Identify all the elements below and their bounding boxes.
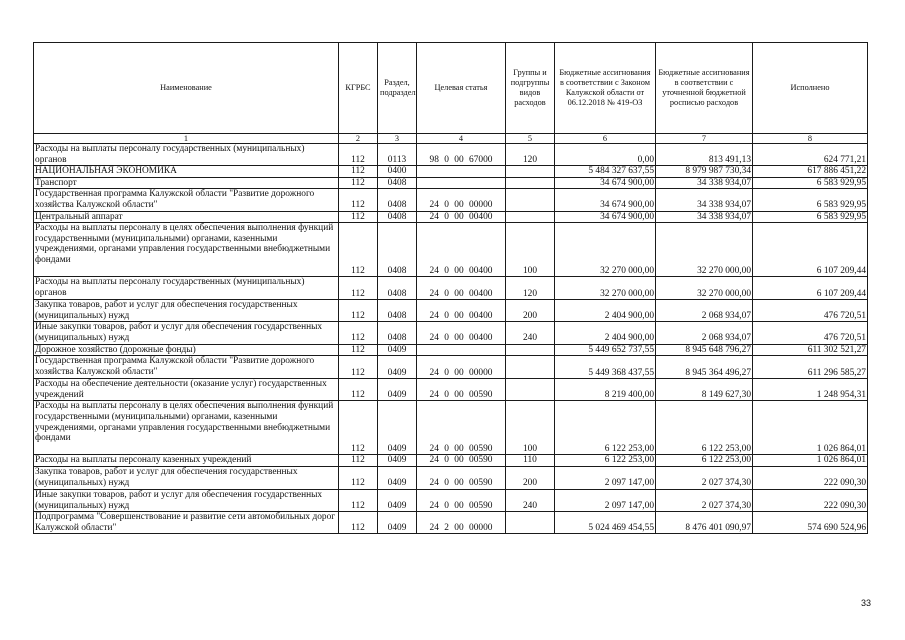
row-budget-law: 2 097 147,00 bbox=[555, 466, 656, 489]
row-section: 0408 bbox=[378, 223, 417, 277]
row-kgrbs: 112 bbox=[339, 401, 378, 455]
row-executed: 6 107 209,44 bbox=[753, 277, 868, 300]
table-row bbox=[34, 300, 868, 322]
table-row bbox=[34, 379, 868, 401]
row-executed: 6 583 929,95 bbox=[753, 211, 868, 223]
row-budget-refined: 2 027 374,30 bbox=[656, 466, 753, 489]
row-kgrbs: 112 bbox=[339, 211, 378, 223]
column-number: 2 bbox=[339, 134, 378, 144]
row-group bbox=[506, 344, 555, 356]
row-budget-refined: 32 270 000,00 bbox=[656, 223, 753, 277]
row-group: 120 bbox=[506, 277, 555, 300]
row-budget-law: 34 674 900,00 bbox=[555, 177, 656, 189]
row-executed: 611 296 585,27 bbox=[753, 356, 868, 379]
row-section: 0408 bbox=[378, 322, 417, 344]
row-budget-refined: 2 068 934,07 bbox=[656, 300, 753, 322]
header-budget-refined: Бюджетные ассигнования в соответствии с уточненной бюджетной росписью расходов bbox=[656, 43, 753, 134]
column-number-row bbox=[34, 134, 868, 144]
table-row bbox=[34, 466, 868, 489]
row-target: 24 0 00 00400 bbox=[417, 211, 506, 223]
row-kgrbs: 112 bbox=[339, 277, 378, 300]
row-target bbox=[417, 344, 506, 356]
row-section: 0408 bbox=[378, 277, 417, 300]
row-kgrbs: 112 bbox=[339, 356, 378, 379]
row-target bbox=[417, 177, 506, 189]
budget-table bbox=[33, 42, 868, 534]
row-budget-law: 6 122 253,00 bbox=[555, 401, 656, 455]
row-target: 24 0 00 00590 bbox=[417, 379, 506, 401]
header-kgrbs: КГРБС bbox=[339, 43, 378, 134]
row-budget-law: 2 404 900,00 bbox=[555, 300, 656, 322]
row-name: Закупка товаров, работ и услуг для обеспечения государственных (муниципальных) нужд bbox=[34, 466, 339, 489]
row-budget-law: 5 449 368 437,55 bbox=[555, 356, 656, 379]
row-budget-refined: 8 945 364 496,27 bbox=[656, 356, 753, 379]
row-group bbox=[506, 379, 555, 401]
row-section: 0113 bbox=[378, 144, 417, 166]
row-executed: 624 771,21 bbox=[753, 144, 868, 166]
row-executed: 1 248 954,31 bbox=[753, 379, 868, 401]
row-group: 200 bbox=[506, 466, 555, 489]
row-budget-refined: 32 270 000,00 bbox=[656, 277, 753, 300]
row-target: 24 0 00 00590 bbox=[417, 401, 506, 455]
row-group bbox=[506, 211, 555, 223]
row-name: Расходы на выплаты персоналу в целях обеспечения выполнения функций государственными (муниципальными) органами, казенными учреждениями, органами управления государственными внебюджетными фондами bbox=[34, 401, 339, 455]
row-budget-refined: 8 476 401 090,97 bbox=[656, 512, 753, 534]
row-group: 100 bbox=[506, 223, 555, 277]
row-section: 0409 bbox=[378, 356, 417, 379]
row-budget-refined: 813 491,13 bbox=[656, 144, 753, 166]
table-row bbox=[34, 166, 868, 178]
row-budget-law: 8 219 400,00 bbox=[555, 379, 656, 401]
row-budget-refined: 6 122 253,00 bbox=[656, 455, 753, 467]
row-kgrbs: 112 bbox=[339, 455, 378, 467]
table-row bbox=[34, 189, 868, 211]
row-executed: 222 090,30 bbox=[753, 489, 868, 511]
row-name: Дорожное хозяйство (дорожные фонды) bbox=[34, 344, 339, 356]
row-group: 100 bbox=[506, 401, 555, 455]
row-section: 0409 bbox=[378, 455, 417, 467]
row-group bbox=[506, 189, 555, 211]
row-section: 0408 bbox=[378, 211, 417, 223]
row-executed: 1 026 864,01 bbox=[753, 455, 868, 467]
table-row bbox=[34, 401, 868, 455]
row-section: 0400 bbox=[378, 166, 417, 178]
row-group: 200 bbox=[506, 300, 555, 322]
column-number: 7 bbox=[656, 134, 753, 144]
row-budget-refined: 2 027 374,30 bbox=[656, 489, 753, 511]
row-budget-law: 2 404 900,00 bbox=[555, 322, 656, 344]
row-kgrbs: 112 bbox=[339, 344, 378, 356]
header-name: Наименование bbox=[34, 43, 339, 134]
row-name: Закупка товаров, работ и услуг для обеспечения государственных (муниципальных) нужд bbox=[34, 300, 339, 322]
row-executed: 476 720,51 bbox=[753, 300, 868, 322]
row-kgrbs: 112 bbox=[339, 177, 378, 189]
row-budget-law: 2 097 147,00 bbox=[555, 489, 656, 511]
row-name: Расходы на выплаты персоналу государственных (муниципальных) органов bbox=[34, 277, 339, 300]
row-section: 0408 bbox=[378, 300, 417, 322]
row-name: Транспорт bbox=[34, 177, 339, 189]
row-target: 24 0 00 00590 bbox=[417, 466, 506, 489]
row-executed: 6 107 209,44 bbox=[753, 223, 868, 277]
row-kgrbs: 112 bbox=[339, 144, 378, 166]
row-section: 0409 bbox=[378, 466, 417, 489]
row-group bbox=[506, 177, 555, 189]
table-row bbox=[34, 489, 868, 511]
row-group: 110 bbox=[506, 455, 555, 467]
row-kgrbs: 112 bbox=[339, 189, 378, 211]
row-budget-law: 6 122 253,00 bbox=[555, 455, 656, 467]
row-target: 24 0 00 00400 bbox=[417, 223, 506, 277]
row-name: Иные закупки товаров, работ и услуг для обеспечения государственных (муниципальных) нужд bbox=[34, 489, 339, 511]
row-target: 24 0 00 00590 bbox=[417, 489, 506, 511]
row-budget-law: 5 024 469 454,55 bbox=[555, 512, 656, 534]
row-group: 240 bbox=[506, 489, 555, 511]
row-kgrbs: 112 bbox=[339, 300, 378, 322]
row-target: 98 0 00 67000 bbox=[417, 144, 506, 166]
row-name: Государственная программа Калужской области "Развитие дорожного хозяйства Калужской области" bbox=[34, 356, 339, 379]
header-groups: Группы и подгруппы видов расходов bbox=[506, 43, 555, 134]
row-name: Расходы на выплаты персоналу казенных учреждений bbox=[34, 455, 339, 467]
row-target: 24 0 00 00400 bbox=[417, 322, 506, 344]
row-section: 0409 bbox=[378, 401, 417, 455]
row-budget-refined: 34 338 934,07 bbox=[656, 189, 753, 211]
page-number: 33 bbox=[860, 598, 871, 608]
row-budget-refined: 8 979 987 730,34 bbox=[656, 166, 753, 178]
row-name: Иные закупки товаров, работ и услуг для обеспечения государственных (муниципальных) нужд bbox=[34, 322, 339, 344]
row-group: 240 bbox=[506, 322, 555, 344]
row-executed: 6 583 929,95 bbox=[753, 177, 868, 189]
row-budget-refined: 2 068 934,07 bbox=[656, 322, 753, 344]
row-budget-law: 32 270 000,00 bbox=[555, 223, 656, 277]
row-group bbox=[506, 356, 555, 379]
row-budget-refined: 8 149 627,30 bbox=[656, 379, 753, 401]
row-target: 24 0 00 00590 bbox=[417, 455, 506, 467]
row-kgrbs: 112 bbox=[339, 466, 378, 489]
row-budget-law: 5 449 652 737,55 bbox=[555, 344, 656, 356]
row-target: 24 0 00 00400 bbox=[417, 300, 506, 322]
row-budget-law: 5 484 327 637,55 bbox=[555, 166, 656, 178]
row-budget-law: 0,00 bbox=[555, 144, 656, 166]
row-executed: 617 886 451,22 bbox=[753, 166, 868, 178]
row-name: Расходы на выплаты персоналу государственных (муниципальных) органов bbox=[34, 144, 339, 166]
table-row bbox=[34, 177, 868, 189]
column-number: 8 bbox=[753, 134, 868, 144]
column-number: 6 bbox=[555, 134, 656, 144]
row-section: 0408 bbox=[378, 177, 417, 189]
table-row bbox=[34, 344, 868, 356]
header-budget-law: Бюджетные ассигнования в соответствии с Законом Калужской области от 06.12.2018 № 419-ОЗ bbox=[555, 43, 656, 134]
row-budget-refined: 6 122 253,00 bbox=[656, 401, 753, 455]
table-row bbox=[34, 211, 868, 223]
row-budget-law: 32 270 000,00 bbox=[555, 277, 656, 300]
row-budget-refined: 34 338 934,07 bbox=[656, 177, 753, 189]
row-section: 0409 bbox=[378, 512, 417, 534]
column-number: 5 bbox=[506, 134, 555, 144]
row-name: Расходы на обеспечение деятельности (оказание услуг) государственных учреждений bbox=[34, 379, 339, 401]
row-budget-refined: 34 338 934,07 bbox=[656, 211, 753, 223]
row-group bbox=[506, 512, 555, 534]
row-section: 0409 bbox=[378, 379, 417, 401]
table-header bbox=[34, 43, 868, 144]
row-kgrbs: 112 bbox=[339, 489, 378, 511]
row-budget-law: 34 674 900,00 bbox=[555, 189, 656, 211]
row-name: Центральный аппарат bbox=[34, 211, 339, 223]
row-executed: 222 090,30 bbox=[753, 466, 868, 489]
table-row bbox=[34, 277, 868, 300]
column-number: 4 bbox=[417, 134, 506, 144]
row-executed: 611 302 521,27 bbox=[753, 344, 868, 356]
row-target: 24 2 00 00000 bbox=[417, 512, 506, 534]
row-kgrbs: 112 bbox=[339, 512, 378, 534]
row-group bbox=[506, 166, 555, 178]
header-executed: Исполнено bbox=[753, 43, 868, 134]
row-name: НАЦИОНАЛЬНАЯ ЭКОНОМИКА bbox=[34, 166, 339, 178]
column-number: 3 bbox=[378, 134, 417, 144]
row-kgrbs: 112 bbox=[339, 322, 378, 344]
row-name: Подпрограмма "Совершенствование и развитие сети автомобильных дорог Калужской области" bbox=[34, 512, 339, 534]
table-row bbox=[34, 455, 868, 467]
row-budget-law: 34 674 900,00 bbox=[555, 211, 656, 223]
header-section: Раздел, подраздел bbox=[378, 43, 417, 134]
row-target bbox=[417, 166, 506, 178]
table-row bbox=[34, 144, 868, 166]
row-section: 0408 bbox=[378, 189, 417, 211]
row-section: 0409 bbox=[378, 344, 417, 356]
row-target: 24 0 00 00400 bbox=[417, 277, 506, 300]
row-executed: 1 026 864,01 bbox=[753, 401, 868, 455]
row-executed: 476 720,51 bbox=[753, 322, 868, 344]
table-row bbox=[34, 322, 868, 344]
row-name: Государственная программа Калужской области "Развитие дорожного хозяйства Калужской области" bbox=[34, 189, 339, 211]
header-target: Целевая статья bbox=[417, 43, 506, 134]
row-kgrbs: 112 bbox=[339, 166, 378, 178]
row-kgrbs: 112 bbox=[339, 379, 378, 401]
table-row bbox=[34, 356, 868, 379]
table-row bbox=[34, 223, 868, 277]
column-number: 1 bbox=[34, 134, 339, 144]
row-name: Расходы на выплаты персоналу в целях обеспечения выполнения функций государственными (муниципальными) органами, казенными учреждениями, органами управления государственными внебюджетными фондами bbox=[34, 223, 339, 277]
row-section: 0409 bbox=[378, 489, 417, 511]
row-kgrbs: 112 bbox=[339, 223, 378, 277]
row-target: 24 0 00 00000 bbox=[417, 189, 506, 211]
row-executed: 6 583 929,95 bbox=[753, 189, 868, 211]
table-row bbox=[34, 512, 868, 534]
row-target: 24 0 00 00000 bbox=[417, 356, 506, 379]
row-group: 120 bbox=[506, 144, 555, 166]
row-budget-refined: 8 945 648 796,27 bbox=[656, 344, 753, 356]
table-body bbox=[34, 144, 868, 534]
row-executed: 574 690 524,96 bbox=[753, 512, 868, 534]
